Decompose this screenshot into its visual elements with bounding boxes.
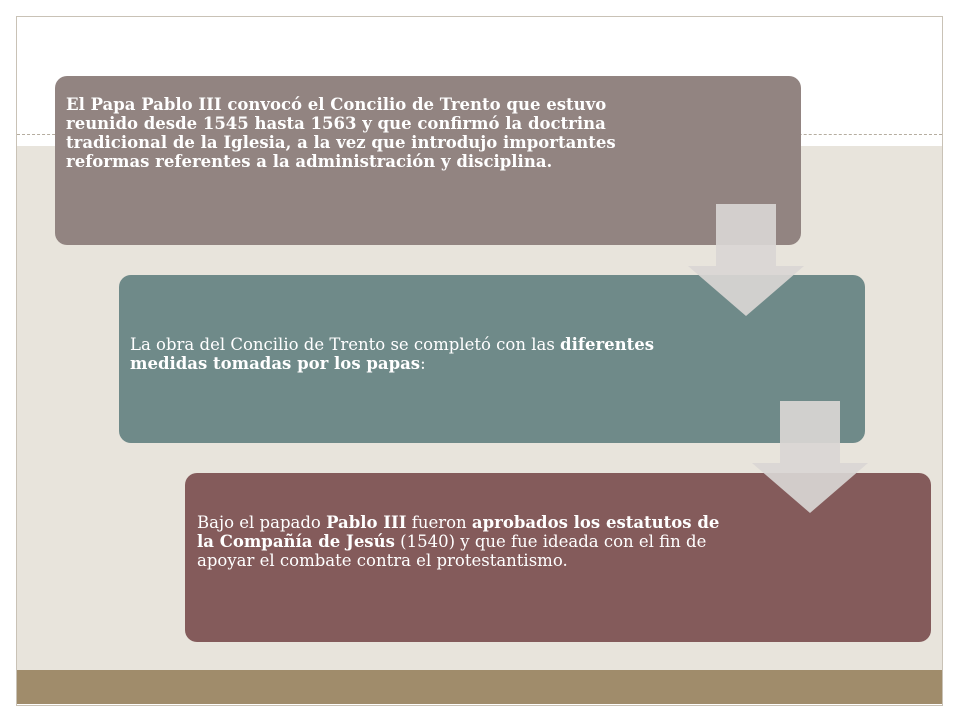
step-2-text-b: : — [420, 354, 426, 373]
step-3-text — [197, 513, 736, 570]
step-2-text — [130, 335, 655, 373]
step-3-text-a: Bajo el papado — [197, 513, 327, 532]
step-3-text-b: fueron — [406, 513, 472, 532]
step-2-bold-a: diferentes medidas tomadas por los papas — [130, 335, 655, 373]
down-arrow-icon — [688, 204, 804, 316]
step-1-text: El Papa Pablo III convocó el Concilio de Trento que estuvo reunido desde 1545 hasta 1563 y que confirmó la doctrina tradicional de la Iglesia, a la vez que introdujo importantes reformas referentes a la administración y disciplina. — [66, 95, 616, 171]
step-2-text-a: La obra del Concilio de Trento se completó con las — [130, 335, 561, 354]
step-3-bold-a: Pablo III — [326, 513, 407, 532]
step-3-bold-b: aprobados los estatutos de la Compañía de Jesús — [197, 513, 720, 551]
down-arrow-icon — [752, 401, 868, 513]
footer-band — [17, 670, 942, 704]
step-3-text-c: (1540) y que fue ideada con el fin de apoyar el combate contra el protestantismo. — [197, 532, 707, 570]
